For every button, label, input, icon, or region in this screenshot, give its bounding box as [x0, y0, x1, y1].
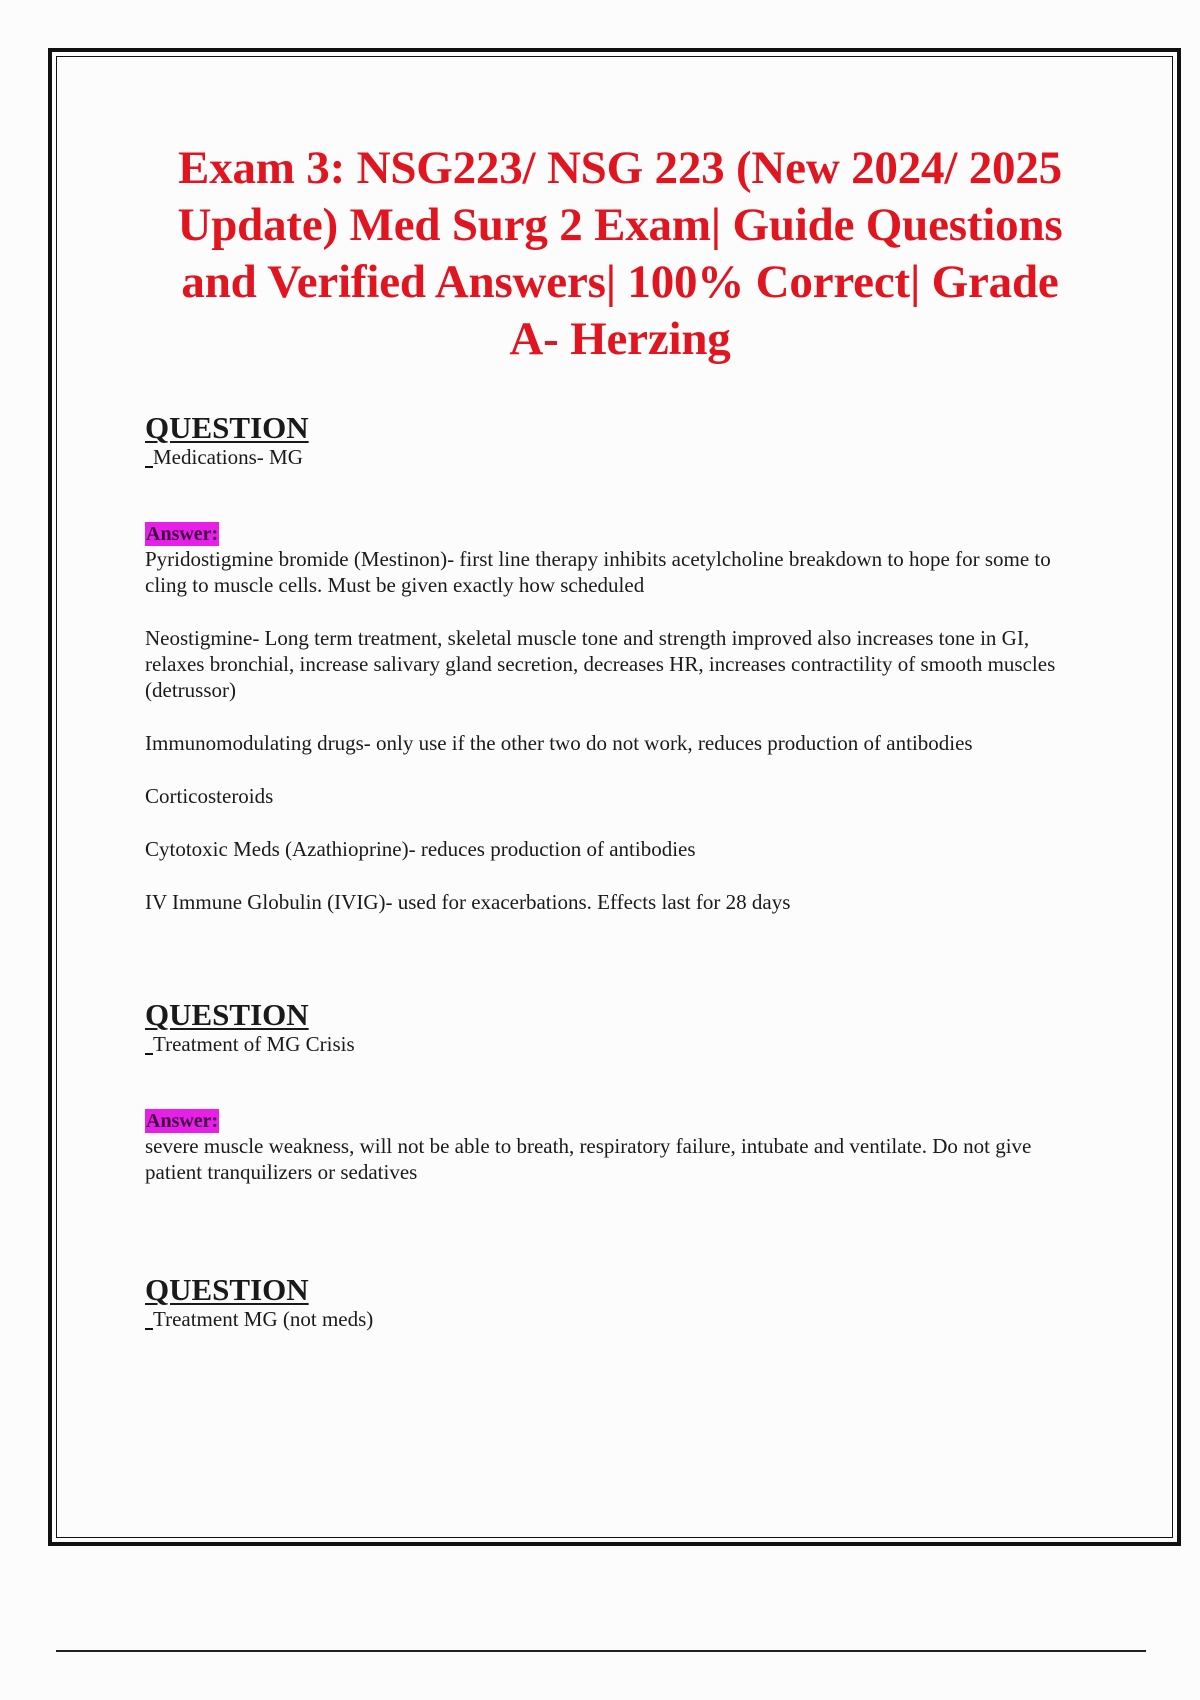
question-heading: QUESTION	[145, 997, 309, 1032]
document-content	[145, 140, 1085, 1332]
question-heading: QUESTION	[145, 1272, 309, 1307]
qa-block	[145, 999, 1085, 1185]
footer-divider	[56, 1650, 1146, 1652]
question-text: Medications- MG	[145, 444, 1085, 470]
qa-block	[145, 412, 1085, 915]
answer-paragraph: Pyridostigmine bromide (Mestinon)- first line therapy inhibits acetylcholine breakdown to hope for some to cling to muscle cells. Must be given exactly how scheduled	[145, 547, 1051, 597]
question-text: Treatment of MG Crisis	[145, 1031, 1085, 1057]
answer-paragraph: severe muscle weakness, will not be able to breath, respiratory failure, intubate and ventilate. Do not give patient tranquilizers or sedatives	[145, 1134, 1032, 1184]
answer-paragraph: Neostigmine- Long term treatment, skeletal muscle tone and strength improved also increases tone in GI, relaxes bronchial, increase salivary gland secretion, decreases HR, increases contractility of smooth muscles (detrussor)	[145, 626, 1056, 702]
spacer	[145, 942, 1085, 999]
question-text: Treatment MG (not meds)	[145, 1306, 1085, 1332]
document-title: Exam 3: NSG223/ NSG 223 (New 2024/ 2025 Update) Med Surg 2 Exam| Guide Questions and Verified Answers| 100% Correct| Grade A- Herzing	[177, 142, 1063, 365]
spacer	[145, 1212, 1085, 1274]
answer-label: Answer:	[146, 523, 219, 545]
qa-block	[145, 1274, 1085, 1332]
answer-paragraph: Cytotoxic Meds (Azathioprine)- reduces production of antibodies	[145, 837, 696, 861]
question-heading: QUESTION	[145, 410, 309, 445]
answer-label: Answer:	[146, 1110, 219, 1132]
answer-paragraph: IV Immune Globulin (IVIG)- used for exacerbations. Effects last for 28 days	[145, 890, 791, 914]
answer-paragraph: Corticosteroids	[145, 784, 274, 808]
answer-paragraph: Immunomodulating drugs- only use if the other two do not work, reduces production of antibodies	[145, 731, 973, 755]
